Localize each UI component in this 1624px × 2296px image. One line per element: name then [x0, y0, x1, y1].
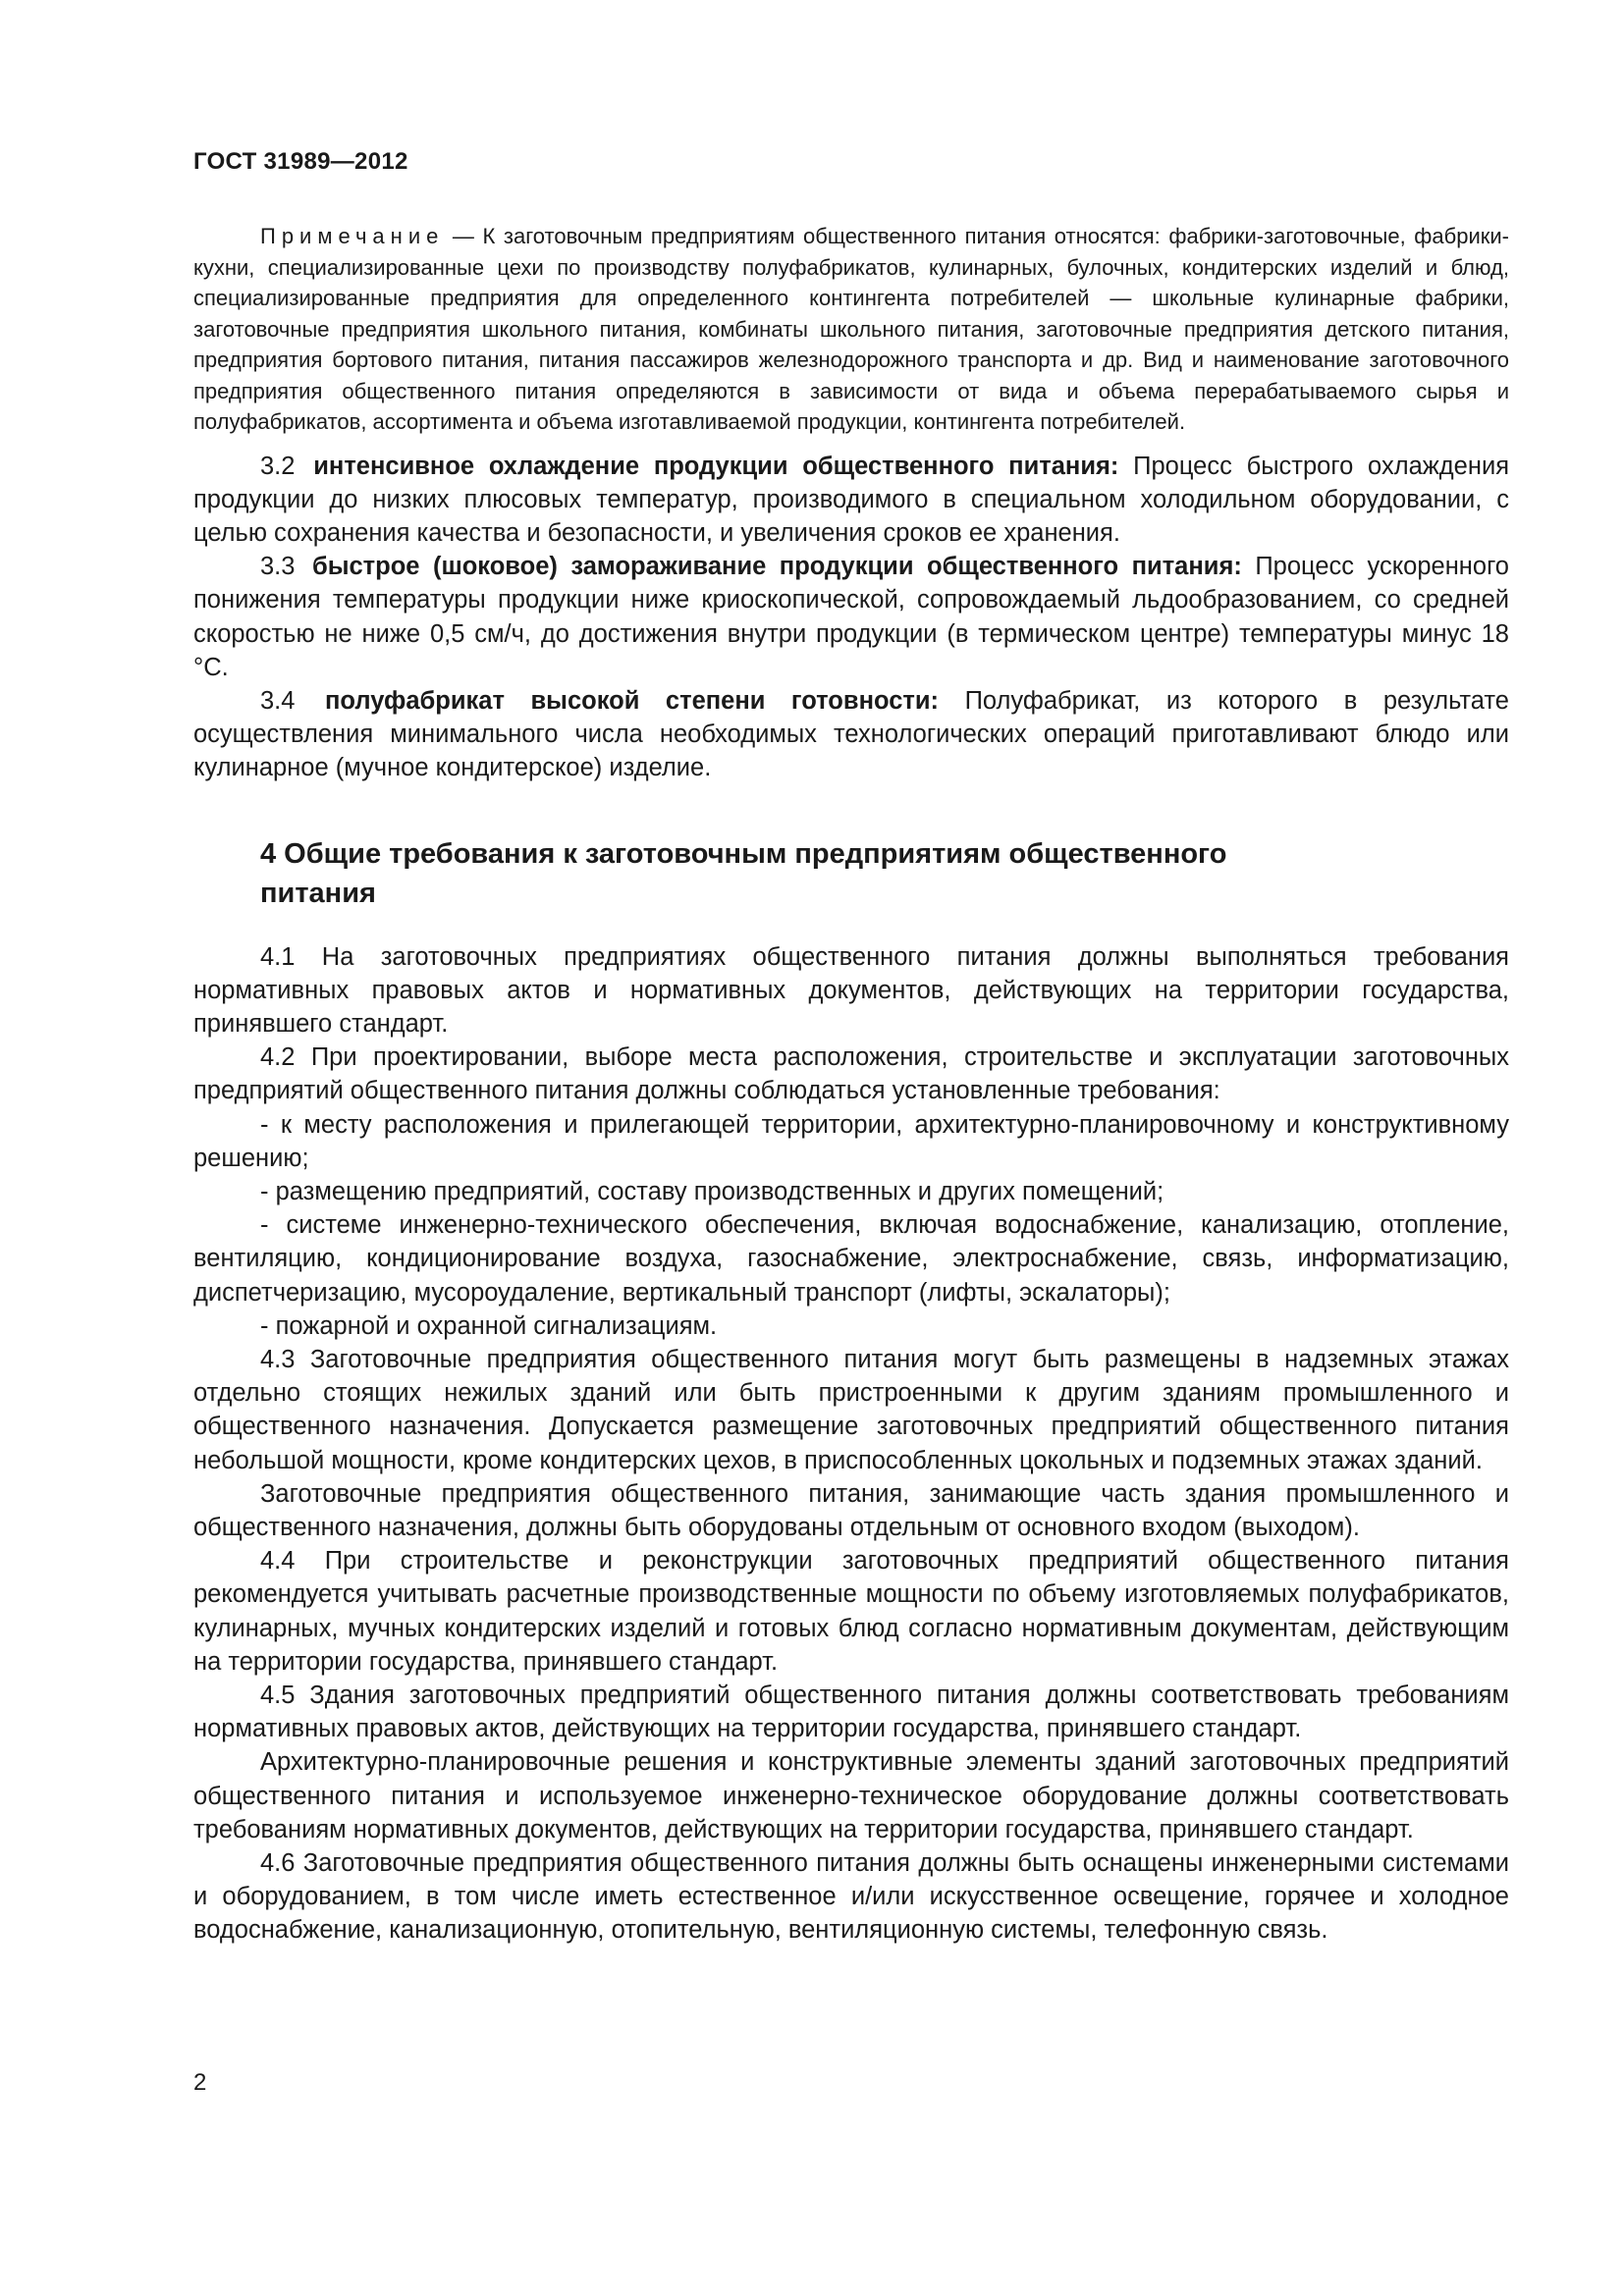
term-number: 3.4	[260, 686, 296, 715]
list-item: - системе инженерно-технического обеспечения, включая водоснабжение, канализацию, отопление, вентиляцию, кондиционирование воздуха, газоснабжение, электроснабжение, связь, информатизацию, диспетчеризацию, мусороудаление, вертикальный транспорт (лифты, эскалаторы);	[193, 1211, 1509, 1307]
term-title: интенсивное охлаждение продукции общественного питания:	[313, 452, 1119, 480]
paragraph-4-3: 4.3 Заготовочные предприятия общественного питания могут быть размещены в надземных этажах отдельно стоящих нежилых зданий или быть пристроенными к другим зданиям промышленного и общественного назначения. Допускается размещение заготовочных предприятий общественного питания небольшой мощности, кроме кондитерских цехов, в приспособленных цокольных и подземных этажах зданий.	[193, 1345, 1509, 1474]
list-item: - к месту расположения и прилегающей территории, архитектурно-планировочному и конструктивному решению;	[193, 1110, 1509, 1172]
paragraph-4-4: 4.4 При строительстве и реконструкции заготовочных предприятий общественного питания рекомендуется учитывать расчетные производственные мощности по объему изготовляемых полуфабрикатов, кулинарных, мучных кондитерских изделий и готовых блюд согласно нормативным документам, действующим на территории государства, принявшего стандарт.	[193, 1547, 1509, 1676]
term-definition: Процесс быстрого охлаждения продукции до низких плюсовых температур, производимого в специальном холодильном оборудовании, с целью сохранения качества и безопасности, и увеличения сроков ее хранения.	[193, 452, 1510, 547]
list-item: - пожарной и охранной сигнализациям.	[260, 1311, 718, 1340]
paragraph-4-1: 4.1 На заготовочных предприятиях общественного питания должны выполняться требования нормативных правовых актов и нормативных документов, действующих на территории государства, принявшего стандарт.	[193, 942, 1509, 1038]
paragraph-4-5: 4.5 Здания заготовочных предприятий общественного питания должны соответствовать требованиям нормативных правовых актов, действующих на территории государства, принявшего стандарт.	[193, 1682, 1509, 1743]
term-3-2	[193, 450, 1509, 551]
paragraph-4-2: 4.2 При проектировании, выборе места расположения, строительстве и эксплуатации заготовочных предприятий общественного питания должны соблюдаться установленные требования:	[193, 1043, 1509, 1105]
paragraph-4-3-continued: Заготовочные предприятия общественного питания, занимающие часть здания промышленного и общественного назначения, должны быть оборудованы отдельным от основного входом (выходом).	[193, 1479, 1509, 1541]
term-number: 3.3	[260, 553, 296, 581]
term-3-3	[193, 550, 1509, 684]
term-title: быстрое (шоковое) замораживание продукции общественного питания:	[311, 553, 1242, 581]
paragraph-4-6: 4.6 Заготовочные предприятия общественного питания должны быть оснащены инженерными системами и оборудованием, в том числе иметь естественное и/или искусственное освещение, горячее и холодное водоснабжение, канализационную, отопительную, вентиляционную системы, телефонную связь.	[193, 1849, 1509, 1945]
page-number: 2	[193, 2069, 207, 2096]
document-body	[193, 221, 1509, 1948]
note-paragraph	[193, 221, 1509, 438]
document-header: ГОСТ 31989—2012	[193, 148, 408, 175]
section-4-title: 4 Общие требования к заготовочным предприятиям общественного питания	[260, 837, 1227, 909]
paragraph-4-5-continued: Архитектурно-планировочные решения и конструктивные элементы зданий заготовочных предприятий общественного питания и используемое инженерно-техническое оборудование должны соответствовать требованиям нормативных документов, действующих на территории государства, принявшего стандарт.	[193, 1748, 1509, 1843]
note-text: — К заготовочным предприятиям общественного питания относятся: фабрики-заготовочные, фабрики-кухни, специализированные цехи по производству полуфабрикатов, кулинарных, булочных, кондитерских изделий и блюд, специализированные предприятия для определенного контингента потребителей — школьные кулинарные фабрики, заготовочные предприятия школьного питания, комбинаты школьного питания, заготовочные предприятия детского питания, предприятия бортового питания, питания пассажиров железнодорожного транспорта и др. Вид и наименование заготовочного предприятия общественного питания определяются в зависимости от вида и объема перерабатываемого сырья и полуфабрикатов, ассортимента и объема изготавливаемой продукции, контингента потребителей.	[193, 224, 1509, 434]
term-3-4	[193, 684, 1509, 785]
term-definition: Процесс ускоренного понижения температуры продукции ниже криоскопической, сопровождаемый льдообразованием, со средней скоростью не ниже 0,5 см/ч, до достижения внутри продукции (в термическом центре) температуры минус 18 °С.	[193, 553, 1509, 681]
list-item: - размещению предприятий, составу производственных и других помещений;	[260, 1177, 1164, 1205]
term-title: полуфабрикат высокой степени готовности:	[324, 686, 940, 715]
term-number: 3.2	[260, 452, 296, 480]
term-definition: Полуфабрикат, из которого в результате осуществления минимального числа необходимых технологических операций приготавливают блюдо или кулинарное (мучное кондитерское) изделие.	[193, 686, 1509, 782]
note-label: Примечание	[260, 224, 445, 248]
